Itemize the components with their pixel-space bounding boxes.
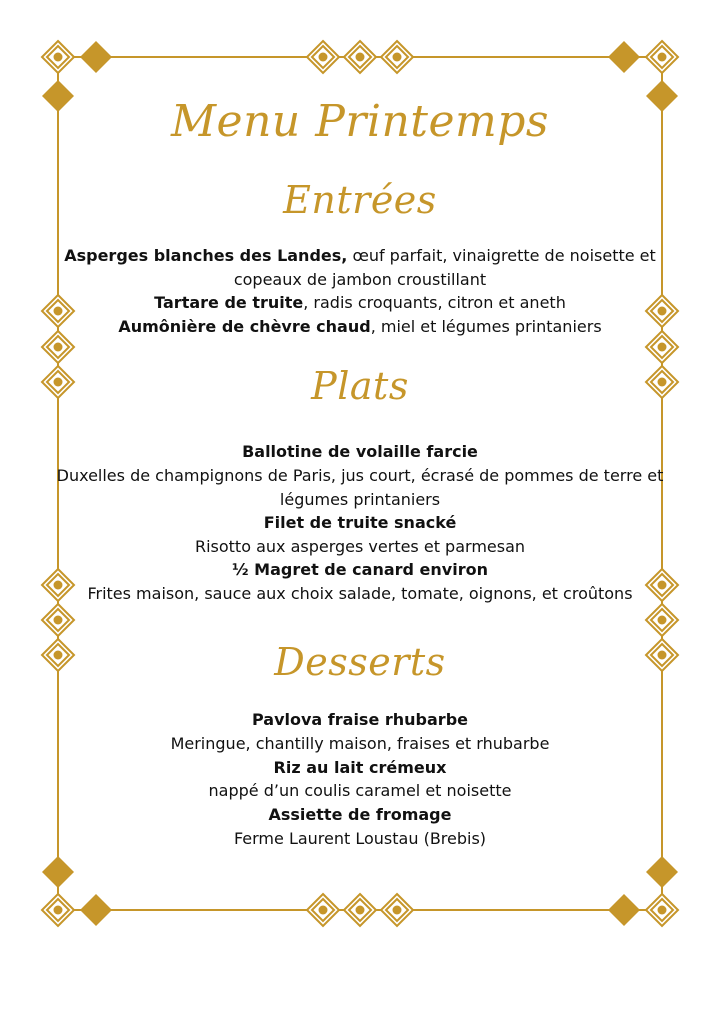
entree-item <box>40 244 680 291</box>
frame-dot <box>658 53 667 62</box>
entree-name: Aumônière de chèvre chaud <box>118 317 371 336</box>
section-heading-plats: Plats <box>311 364 409 408</box>
frame-solid-diamond <box>608 41 640 73</box>
plat-description: Frites maison, sauce aux choix salade, tomate, oignons, et croûtons <box>87 584 633 603</box>
frame-solid-diamond <box>80 41 112 73</box>
section-heading-desserts: Desserts <box>274 640 446 684</box>
frame-dot <box>319 906 328 915</box>
dessert-description: nappé d’un coulis caramel et noisette <box>208 781 512 800</box>
plat-description: Risotto aux asperges vertes et parmesan <box>194 537 526 556</box>
entree-description: , miel et légumes printaniers <box>370 317 602 336</box>
frame-dot <box>319 53 328 62</box>
dessert-name: Assiette de fromage <box>268 805 452 824</box>
section-heading-entrees: Entrées <box>283 178 437 222</box>
entree-name: Tartare de truite <box>154 293 304 312</box>
plat-name: Filet de truite snacké <box>263 513 457 532</box>
frame-dot <box>393 906 402 915</box>
dessert-name: Pavlova fraise rhubarbe <box>252 710 468 729</box>
entree-name: Asperges blanches des Landes, <box>64 246 348 265</box>
frame-dot <box>356 53 365 62</box>
entree-item <box>40 315 680 339</box>
frame-solid-diamond <box>80 894 112 926</box>
plat-description: Duxelles de champignons de Paris, jus court, écrasé de pommes de terre et légumes printaniers <box>56 466 664 509</box>
entree-description: œuf parfait, vinaigrette de noisette et copeaux de jambon croustillant <box>233 246 656 289</box>
frame-solid-diamond <box>608 894 640 926</box>
menu-title: Menu Printemps <box>171 96 549 147</box>
frame-solid-diamond <box>42 856 74 888</box>
entree-item <box>40 291 680 315</box>
dessert-name: Riz au lait crémeux <box>273 758 447 777</box>
frame-dot <box>54 53 63 62</box>
frame-dot <box>54 343 63 352</box>
dessert-description: Ferme Laurent Loustau (Brebis) <box>233 829 487 848</box>
frame-solid-diamond <box>646 856 678 888</box>
plat-name: ½ Magret de canard environ <box>232 560 488 579</box>
frame-dot <box>658 906 667 915</box>
plat-name: Ballotine de volaille farcie <box>242 442 478 461</box>
frame-dot <box>393 53 402 62</box>
entree-description: , radis croquants, citron et aneth <box>303 293 566 312</box>
frame-dot <box>54 906 63 915</box>
frame-dot <box>658 616 667 625</box>
frame-dot <box>356 906 365 915</box>
dessert-description: Meringue, chantilly maison, fraises et rhubarbe <box>170 734 550 753</box>
frame-dot <box>658 343 667 352</box>
frame-dot <box>54 616 63 625</box>
